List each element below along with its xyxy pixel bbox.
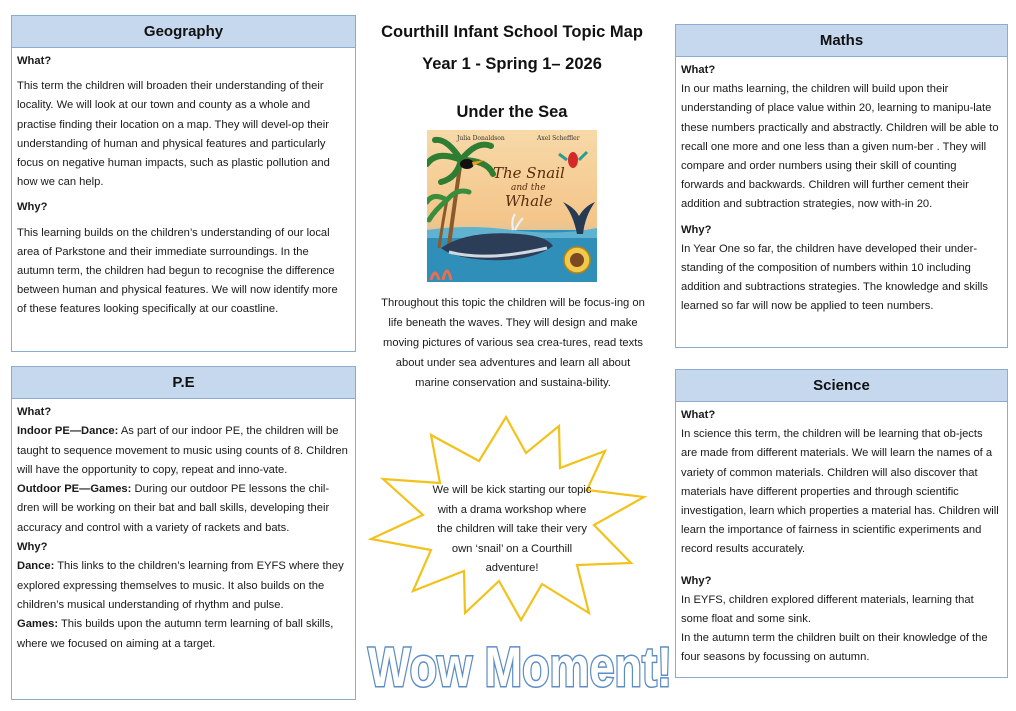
pe-indoor-text: As part of our indoor PE, the children will be taught to sequence movement to music using counts of 8. Children will have the opportunity to copy, repeat and inno-vate. [17, 425, 348, 476]
science-what-text: In science this term, the children will be learning that ob-jects are made from different materials. We will learn the names of a variety of common materials. Children will also discover that materials have different properties and through scientific investigation, learn which properties a material has. Children will learn the importance of fairness in scientific experiments and record results accurately. [681, 428, 999, 556]
pe-games-paragraph [17, 615, 349, 654]
pe-outdoor-text: During our outdoor PE lessons the chil-dren will be working on their bat and ball skills, developing their accuracy and control with a variety of rackets and bats. [17, 483, 330, 534]
award-badge-center [570, 253, 584, 267]
geography-why-text: This learning builds on the children’s understanding of our local area of Parkstone and their immediate surroundings. In the autumn term, the children had begun to recognise the difference between human and physical features. We will now identify more of these features looking specifically at our coastline. [17, 226, 338, 316]
toucan-body [460, 159, 474, 169]
pe-heading: P.E [12, 367, 355, 399]
science-why-label: Why? [681, 574, 712, 587]
page-title: Courthill Infant School Topic Map [381, 23, 643, 41]
science-why-text-1: In EYFS, children explored different materials, learning that some float and some sink. [681, 593, 974, 626]
pe-panel [11, 366, 356, 700]
pe-indoor-paragraph [17, 422, 349, 480]
pe-dance-label: Dance: [17, 560, 55, 573]
pe-games-label: Games: [17, 618, 59, 631]
book-cover-illustration [427, 130, 597, 282]
geography-what-label: What? [17, 55, 52, 67]
page-subtitle: Year 1 - Spring 1– 2026 [422, 55, 602, 73]
pe-dance-paragraph [17, 557, 349, 615]
geography-why-label: Why? [17, 201, 48, 214]
wow-moment-banner [364, 624, 676, 702]
science-why-text-2: In the autumn term the children built on their knowledge of the four seasons by focussing on autumn. [681, 632, 988, 664]
pe-indoor-label: Indoor PE—Dance: [17, 425, 119, 438]
pe-games-text: This builds upon the autumn term learning of ball skills, where we focused on aiming at a target. [17, 618, 334, 650]
maths-why-label: Why? [681, 223, 712, 236]
pe-outdoor-label: Outdoor PE—Games: [17, 483, 132, 496]
geography-panel [11, 15, 356, 352]
pe-dance-text: This links to the children’s learning from EYFS where they explored expressing themselves to music. It also builds on the children’s musical understanding of rhythm and pulse. [17, 560, 344, 611]
cover-title-2: and the [511, 183, 546, 193]
science-heading: Science [676, 370, 1007, 402]
geography-what-text: This term the children will broaden their understanding of their locality. We will look at our town and county as a whole and practise finding their location on a map. They will devel-op their understanding of human and physical features and particularly focus on negative human impacts, such as plastic pollution and how we can help. [17, 80, 330, 189]
maths-heading: Maths [676, 25, 1007, 57]
topic-title: Under the Sea [456, 103, 568, 121]
cover-title-3: Whale [505, 192, 553, 210]
maths-what-label: What? [681, 64, 716, 76]
science-panel [675, 369, 1008, 678]
parrot [568, 152, 578, 168]
geography-heading: Geography [12, 16, 355, 48]
pe-outdoor-paragraph [17, 480, 349, 538]
maths-why-text: In Year One so far, the children have developed their under-standing of the composition of numbers within 10 including addition and subtractions strategies. The knowledge and skills learned so far will now be applied to teen numbers. [681, 242, 989, 313]
pe-why-label: Why? [17, 541, 48, 554]
book-cover-image [427, 130, 597, 282]
wow-moment-text: Wow Moment! [368, 635, 672, 698]
science-what-label: What? [681, 409, 716, 421]
maths-panel [675, 24, 1008, 348]
pe-what-label: What? [17, 406, 52, 418]
cover-title-1: The Snail [493, 164, 565, 182]
workshop-text: We will be kick starting our topic with a drama workshop where the children will take their very own ‘snail’ on a Courthill adventure! [432, 484, 592, 575]
topic-intro: Throughout this topic the children will be focus-ing on life beneath the waves. They will design and make moving pictures of various sea crea-tures, read texts about under sea adventures and learn all about marine conservation and sustaina-bility. [381, 297, 645, 389]
maths-what-text: In our maths learning, the children will build upon their understanding of place value within 20, learning to manipu-late these numbers practically and abstractly. Children will be able to recall one more and one less than a given num-ber . They will compare and order numbers using their skill of counting forwards and backwards. Children will further cement their addition and subtraction strategies, now with-in 20. [681, 83, 999, 211]
cover-author: Julia Donaldson [457, 135, 505, 142]
cover-illustrator: Axel Scheffler [537, 135, 580, 142]
